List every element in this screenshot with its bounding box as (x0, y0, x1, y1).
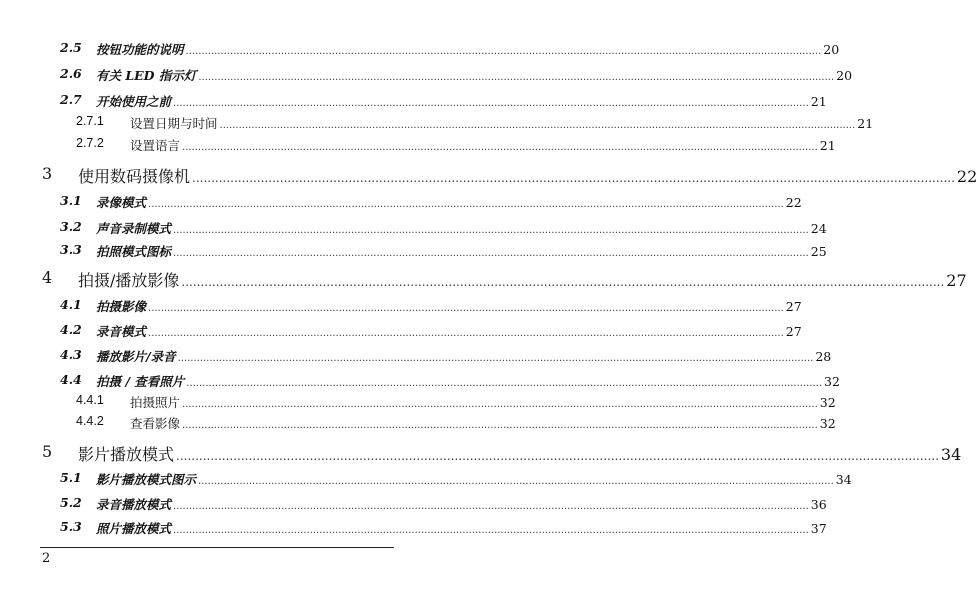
toc-entry-page: 36 (810, 497, 827, 512)
toc-leader-dots: ........................................................................................................................................................................................................ (182, 420, 818, 431)
toc-entry[interactable] (0, 347, 832, 365)
toc-entry[interactable] (0, 114, 874, 132)
toc-leader-dots: ........................................................................................................................................................................................................ (173, 525, 809, 536)
toc-entry[interactable] (0, 193, 802, 211)
toc-entry-number: 5 (42, 442, 53, 461)
toc-entry-title-line (96, 193, 802, 211)
toc-entry-page: 27 (785, 324, 802, 339)
toc-entry-title-line (130, 414, 836, 432)
toc-entry-page: 22 (785, 195, 802, 210)
toc-leader-dots: ........................................................................................................................................................................................................ (148, 199, 784, 210)
toc-entry-page: 37 (810, 521, 827, 536)
toc-entry-title: 拍照模式图标 (96, 244, 172, 259)
toc-entry-number: 4.4.2 (76, 414, 104, 428)
toc-entry-number: 3 (42, 164, 53, 183)
toc-leader-dots: ........................................................................................................................................................................................................ (182, 399, 818, 410)
toc-entry-title: 设置日期与时间 (130, 116, 218, 131)
toc-entry-title: 有关 LED 指示灯 (96, 68, 197, 83)
toc-entry-title-line (96, 297, 802, 315)
toc-entry-title: 影片播放模式图示 (96, 472, 197, 487)
toc-leader-dots: ........................................................................................................................................................................................................ (173, 501, 809, 512)
toc-entry-title: 查看影像 (130, 416, 181, 431)
toc-entry-title-line (96, 92, 827, 110)
toc-entry-title-line (96, 219, 827, 237)
toc-entry-number: 4.4 (60, 372, 82, 387)
toc-leader-dots: ........................................................................................................................................................................................................ (219, 120, 856, 131)
toc-entry[interactable] (0, 393, 836, 411)
toc-leader-dots: ........................................................................................................................................................................................................ (177, 353, 814, 364)
toc-entry-title: 按钮功能的说明 (96, 42, 184, 57)
toc-entry-number: 2.7.2 (76, 136, 104, 150)
toc-entry-number: 5.1 (60, 470, 82, 485)
toc-entry[interactable] (0, 519, 827, 537)
toc-entry-number: 2.7.1 (76, 114, 104, 128)
toc-entry-page: 21 (819, 138, 836, 153)
toc-leader-dots: ........................................................................................................................................................................................................ (186, 378, 823, 389)
toc-entry-title: 拍摄影像 (96, 299, 147, 314)
toc-leader-dots: ........................................................................................................................................................................................................ (181, 275, 945, 289)
toc-entry-title: 录像模式 (96, 195, 147, 210)
toc-entry-title-line (130, 136, 836, 154)
toc-entry-page: 22 (956, 167, 977, 186)
toc-entry[interactable] (0, 219, 827, 237)
toc-entry[interactable] (0, 66, 853, 84)
toc-leader-dots: ........................................................................................................................................................................................................ (173, 248, 809, 259)
toc-entry-title: 播放影片/录音 (96, 349, 176, 364)
toc-entry-number: 4.2 (60, 322, 82, 337)
toc-entry-number: 3.2 (60, 219, 82, 234)
toc-entry-number: 5.3 (60, 519, 82, 534)
toc-entry-number: 5.2 (60, 495, 82, 510)
toc-entry-title: 使用数码摄像机 (78, 167, 191, 186)
toc-entry-title-line (130, 393, 836, 411)
toc-entry[interactable] (0, 297, 802, 315)
toc-entry-page: 21 (857, 116, 874, 131)
toc-entry-page: 27 (946, 271, 967, 290)
toc-entry-page: 32 (824, 374, 840, 389)
toc-entry-title-line (96, 322, 802, 340)
toc-entry-title-line (96, 66, 853, 84)
toc-entry-title-line (96, 242, 827, 260)
toc-chapter-entry[interactable] (0, 268, 967, 292)
toc-entry-page: 24 (810, 221, 827, 236)
toc-entry-page: 21 (810, 94, 827, 109)
toc-entry-page: 28 (815, 349, 832, 364)
toc-entry-number: 4.3 (60, 347, 82, 362)
toc-leader-dots: ........................................................................................................................................................................................................ (198, 72, 835, 83)
toc-entry-title: 拍摄/播放影像 (78, 271, 180, 290)
toc-leader-dots: ........................................................................................................................................................................................................ (182, 142, 818, 153)
toc-entry-page: 32 (819, 416, 836, 431)
toc-entry[interactable] (0, 414, 836, 432)
toc-entry-title-line (78, 442, 962, 465)
toc-leader-dots: ........................................................................................................................................................................................................ (198, 476, 834, 487)
toc-entry-title: 开始使用之前 (96, 94, 172, 109)
toc-entry[interactable] (0, 372, 840, 390)
toc-chapter-entry[interactable] (0, 442, 962, 466)
toc-entry[interactable] (0, 136, 836, 154)
toc-entry[interactable] (0, 322, 802, 340)
toc-entry-number: 2.7 (60, 92, 82, 107)
toc-leader-dots: ........................................................................................................................................................................................................ (173, 98, 809, 109)
toc-entry-title-line (96, 372, 840, 390)
toc-leader-dots: ........................................................................................................................................................................................................ (173, 225, 809, 236)
toc-entry-title-line (130, 114, 874, 132)
toc-entry-number: 2.5 (60, 40, 82, 55)
toc-entry-page: 25 (810, 244, 827, 259)
toc-leader-dots: ........................................................................................................................................................................................................ (192, 171, 955, 185)
toc-entry[interactable] (0, 470, 852, 488)
toc-entry-title-line (96, 470, 852, 488)
toc-entry-title: 拍摄 / 查看照片 (96, 374, 185, 389)
toc-entry-title: 拍摄照片 (130, 395, 181, 410)
toc-entry-title-line (96, 495, 827, 513)
toc-entry-title-line (96, 519, 827, 537)
toc-entry-title: 设置语言 (130, 138, 181, 153)
toc-leader-dots: ........................................................................................................................................................................................................ (176, 449, 939, 463)
toc-entry[interactable] (0, 40, 840, 58)
toc-entry-page: 34 (835, 472, 852, 487)
toc-entry[interactable] (0, 495, 827, 513)
page-number: 2 (42, 551, 51, 566)
toc-entry-title-line (78, 164, 977, 187)
toc-entry-title: 录音播放模式 (96, 497, 172, 512)
toc-leader-dots: ........................................................................................................................................................................................................ (185, 46, 822, 57)
toc-entry-title: 声音录制模式 (96, 221, 172, 236)
toc-leader-dots: ........................................................................................................................................................................................................ (148, 328, 784, 339)
toc-entry-number: 3.3 (60, 242, 82, 257)
toc-entry-number: 4 (42, 268, 53, 287)
toc-entry-title-line (96, 347, 832, 365)
toc-entry-number: 2.6 (60, 66, 82, 81)
toc-entry[interactable] (0, 92, 827, 110)
toc-entry-page: 20 (836, 68, 853, 83)
footer-divider (40, 547, 394, 548)
toc-entry-title: 照片播放模式 (96, 521, 172, 536)
toc-entry[interactable] (0, 242, 827, 260)
toc-entry-page: 20 (823, 42, 840, 57)
toc-chapter-entry[interactable] (0, 164, 977, 188)
toc-entry-number: 3.1 (60, 193, 82, 208)
toc-entry-page: 32 (819, 395, 836, 410)
toc-entry-number: 4.1 (60, 297, 82, 312)
toc-entry-title-line (96, 40, 840, 58)
toc-leader-dots: ........................................................................................................................................................................................................ (148, 303, 784, 314)
toc-entry-title: 影片播放模式 (78, 445, 175, 464)
toc-entry-page: 27 (785, 299, 802, 314)
toc-entry-title: 录音模式 (96, 324, 147, 339)
toc-entry-title-line (78, 268, 967, 291)
toc-entry-page: 34 (940, 445, 962, 464)
toc-entry-number: 4.4.1 (76, 393, 104, 407)
